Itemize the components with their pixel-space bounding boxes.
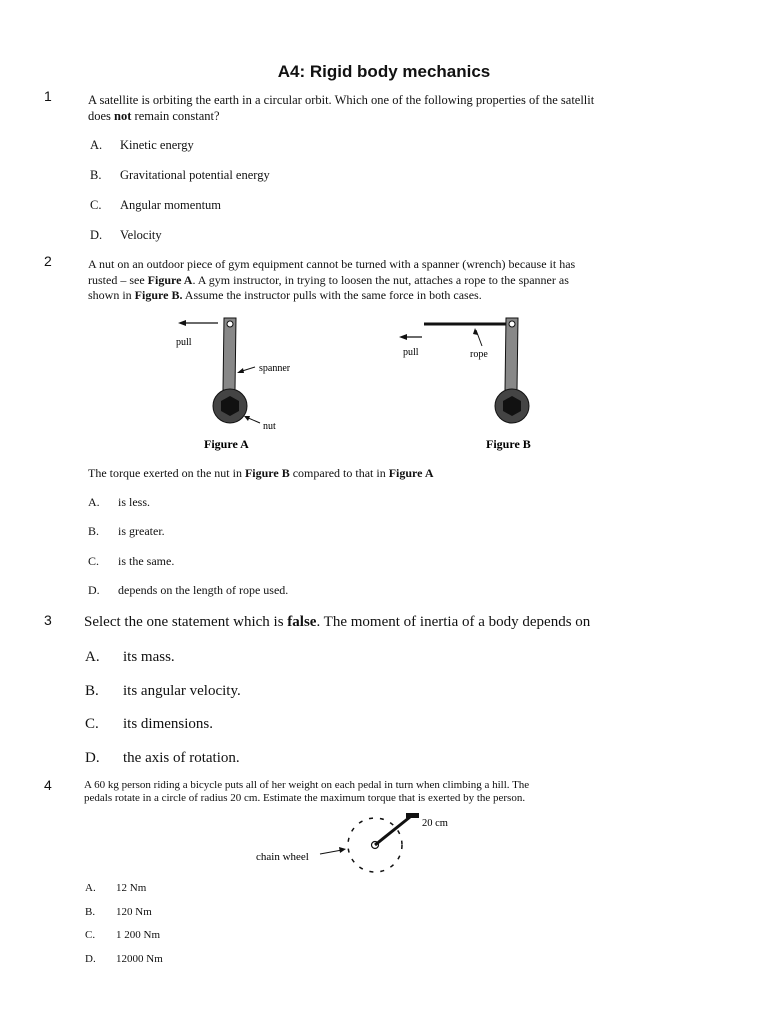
pedal-crank-arm <box>375 817 410 845</box>
question-number-1: 1 <box>44 88 52 104</box>
figure-a-spanner-label: spanner <box>259 363 291 374</box>
question-number-2: 2 <box>44 253 52 269</box>
rope-pointer-arrowhead-icon <box>473 328 478 335</box>
question-2-option-a[interactable]: A. is less. <box>88 495 151 509</box>
figure-a-caption: Figure A <box>204 437 249 451</box>
question-2-stem <box>88 257 668 304</box>
question-2-option-b[interactable]: B. is greater. <box>88 524 165 538</box>
spanner-pivot-hole <box>227 321 233 327</box>
question-1-stem <box>88 93 688 124</box>
question-3-option-a[interactable]: A. its mass. <box>85 649 175 665</box>
figure-b-pull-label: pull <box>403 347 419 358</box>
question-2-option-c[interactable]: C. is the same. <box>88 554 175 568</box>
figure-b-caption: Figure B <box>486 437 531 451</box>
chain-wheel-pointer-arrowhead-icon <box>339 847 346 853</box>
question-1-option-b[interactable]: B. Gravitational potential energy <box>90 168 270 182</box>
question-3-option-b[interactable]: B. its angular velocity. <box>85 683 241 699</box>
chain-wheel-diagram <box>240 808 480 880</box>
question-4-stem <box>84 779 644 805</box>
spanner-pointer-arrowhead-icon <box>237 368 244 373</box>
question-number-4: 4 <box>44 777 52 793</box>
question-3-stem: Select the one statement which is false. The moment of inertia of a body depends on <box>84 614 591 630</box>
pull-arrowhead-icon <box>399 334 407 340</box>
figure-a-pull-label: pull <box>176 337 192 348</box>
question-4-stem-line-2: pedals rotate in a circle of radius 20 cm. Estimate the maximum torque that is exerted by the person. <box>84 792 526 804</box>
page-title: A4: Rigid body mechanics <box>277 62 491 81</box>
question-1-option-d[interactable]: D. Velocity <box>90 228 162 242</box>
question-1-stem-line-1: A satellite is orbiting the earth in a circular orbit. Which one of the following properties of the satellit <box>88 93 595 107</box>
question-2-stem-line-3: shown in Figure B. Assume the instructor pulls with the same force in both cases. <box>88 288 482 302</box>
question-2-prompt: The torque exerted on the nut in Figure B compared to that in Figure A <box>88 466 434 480</box>
question-1-option-c[interactable]: C. Angular momentum <box>90 198 222 212</box>
question-1-option-a[interactable]: A. Kinetic energy <box>90 138 194 152</box>
question-4-option-b[interactable]: B. 120 Nm <box>85 906 152 918</box>
chain-wheel-label: chain wheel <box>256 851 309 863</box>
spanner-pivot-hole <box>509 321 515 327</box>
radius-label: 20 cm <box>422 818 448 829</box>
pedal <box>406 813 419 818</box>
question-3-option-c[interactable]: C. its dimensions. <box>85 716 214 732</box>
figure-b-rope-label: rope <box>470 349 488 360</box>
spanner-handle <box>505 318 518 390</box>
question-4-stem-line-1: A 60 kg person riding a bicycle puts all of her weight on each pedal in turn when climbing a hill. The <box>84 779 530 791</box>
chain-wheel-pointer-line <box>320 850 342 854</box>
question-2-stem-line-1: A nut on an outdoor piece of gym equipment cannot be turned with a spanner (wrench) because it has <box>88 257 576 271</box>
spanner-handle <box>223 318 236 390</box>
rope-pointer-line <box>476 330 482 346</box>
question-number-3: 3 <box>44 612 52 628</box>
figure-a-spanner-diagram <box>160 310 340 460</box>
question-4-option-d[interactable]: D. 12000 Nm <box>85 953 163 965</box>
figure-b-spanner-diagram <box>390 310 570 460</box>
question-1-stem-line-2: does not remain constant? <box>88 108 220 123</box>
question-3-option-d[interactable]: D. the axis of rotation. <box>85 750 240 766</box>
figure-a-nut-label: nut <box>263 421 276 432</box>
pull-arrowhead-icon <box>178 320 186 326</box>
question-2-option-d[interactable]: D. depends on the length of rope used. <box>88 583 289 597</box>
question-4-option-a[interactable]: A. 12 Nm <box>85 882 147 894</box>
question-4-option-c[interactable]: C. 1 200 Nm <box>85 929 160 941</box>
question-2-stem-line-2: rusted – see Figure A. A gym instructor, in trying to loosen the nut, attaches a rope to the spanner as <box>88 272 569 287</box>
